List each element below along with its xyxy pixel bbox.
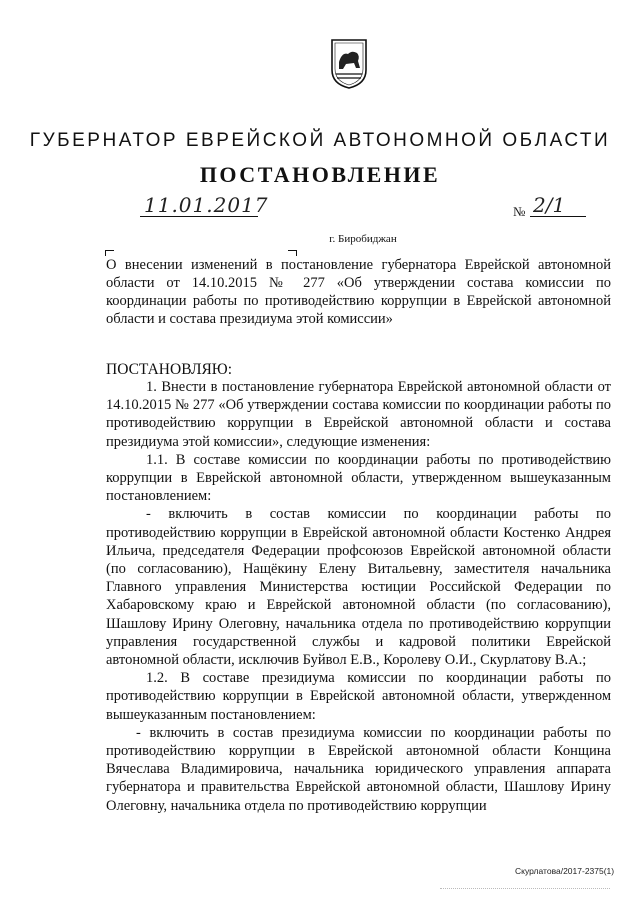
paragraph-1: 1. Внести в постановление губернатора Еврейской автономной области от 14.10.2015 № 277 «Об утверждении состава комиссии по координации работы по противодействию коррупции в Еврейской автономной области и состава президиума этой комиссии», следующие изменения: [106,379,611,450]
city-label: г. Биробиджан [329,233,397,245]
document-type-title: ПОСТАНОВЛЕНИЕ [199,162,441,187]
handwritten-number: 2/1 [533,193,566,217]
document-subject: О внесении изменений в постановление губернатора Еврейской автономной области от 14.10.2015 № 277 «Об утверждении состава комиссии по координации работы по противодействию коррупции в Еврейской автономной области и состава президиума этой комиссии» [106,257,611,327]
coat-of-arms-emblem [330,38,368,90]
paragraph-1-2: 1.2. В составе президиума комиссии по координации работы по противодействию коррупции в Еврейской автономной области, утвержденном вышеуказанным постановлением: [106,670,611,723]
document-body [106,378,611,815]
decree-word: ПОСТАНОВЛЯЮ: [106,361,233,378]
paragraph-1-1-list: - включить в состав комиссии по координации работы по противодействию коррупции в Еврейской автономной области Костенко Андрея Ильича, председателя Федерации профсоюзов Еврейской автономной области (по согласованию), Нащёкину Елену Витальевну, заместителя начальника Главного управления Министерства юстиции Российской Федерации по Хабаровскому краю и Еврейской автономной области (по согласованию), Шашлову Ирину Олеговну, начальника отдела по противодействию коррупции управления государственной службы и кадровой политики Еврейской автономной области, исключив Буйвол Е.В., Королеву О.И., Скурлатову В.А.; [106,506,611,669]
number-label: № [513,204,526,219]
governor-heading: ГУБЕРНАТОР ЕВРЕЙСКОЙ АВТОНОМНОЙ ОБЛАСТИ [29,130,611,151]
paragraph-1-1: 1.1. В составе комиссии по координации работы по противодействию коррупции в Еврейской автономной области, утвержденном вышеуказанным постановлением: [106,451,611,505]
scan-artifact-line [440,888,610,891]
footer-document-code: Скурлатова/2017-2375(1) [515,866,615,876]
handwritten-date: 11.01.2017 [144,193,269,217]
paragraph-1-2-list: - включить в состав президиума комиссии по координации работы по противодействию коррупции в Еврейской автономной области Конщина Вячеслава Владимировича, начальника юридического управления аппарата губернатора и правительства Еврейской автономной области, Шашлову Ирину Олеговну, начальника отдела по противодействию коррупции [106,724,611,814]
number-underline [530,216,586,217]
date-underline [140,216,258,217]
